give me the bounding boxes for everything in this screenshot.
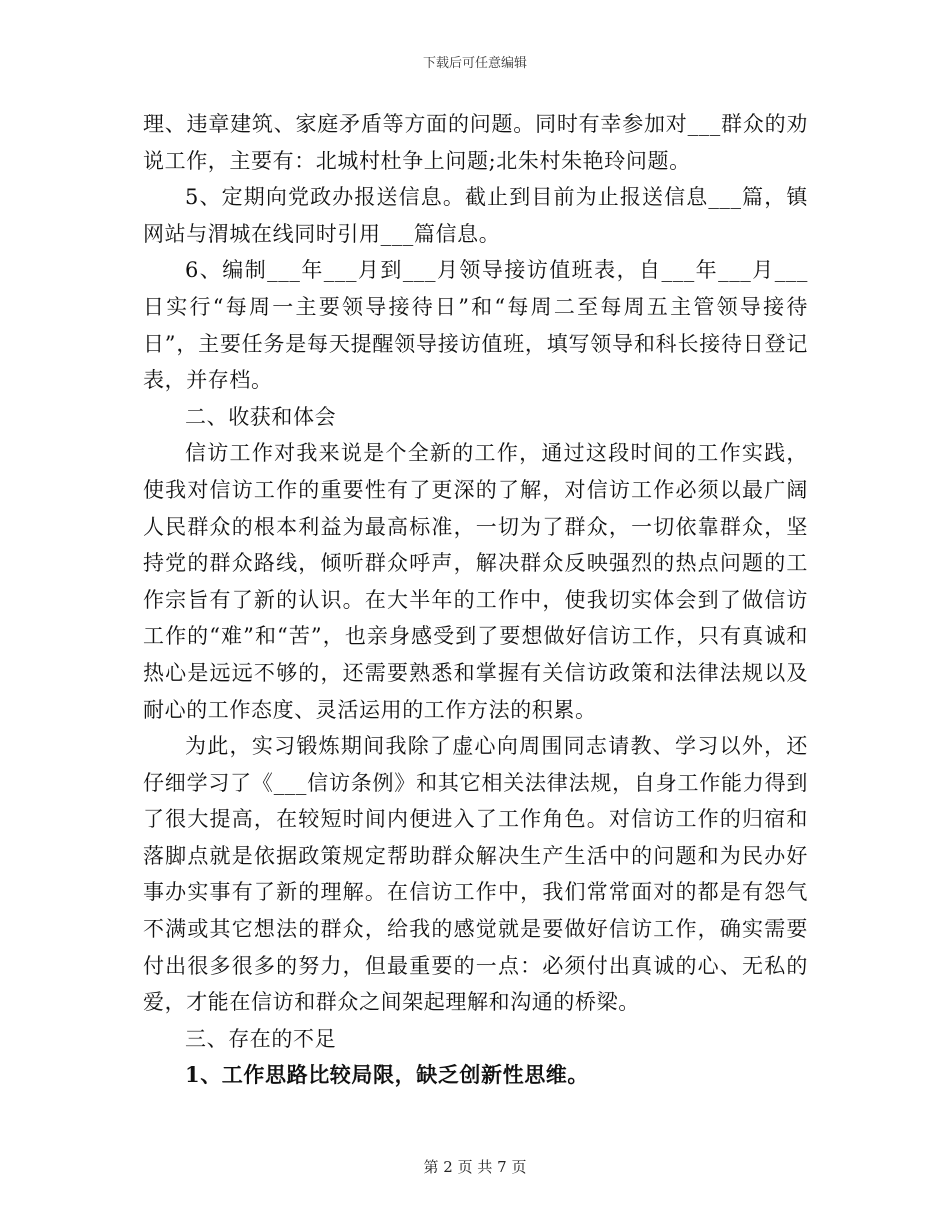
section-heading-gains: 二、收获和体会 xyxy=(185,404,337,429)
section-heading-shortcomings: 三、存在的不足 xyxy=(185,1026,337,1051)
document-body xyxy=(143,106,808,1094)
paragraph-gains-2: 为此，实习锻炼期间我除了虚心向周围同志请教、学习以外，还仔细学习了《___信访条例》和其它相关法律法规，自身工作能力得到了很大提高，在较短时间内便进入了工作角色。对信访工作的归宿和落脚点就是依据政策规定帮助群众解决生产生活中的问题和为民办好事办实事有了新的理解。在信访工作中，我们常常面对的都是有怨气不满或其它想法的群众，给我的感觉就是要做好信访工作，确实需要付出很多很多的努力，但最重要的一点：必须付出真诚的心、无私的爱，才能在信访和群众之间架起理解和沟通的桥梁。 xyxy=(143,734,808,1015)
paragraph-item-5: 5、定期向党政办报送信息。截止到目前为止报送信息___篇，镇网站与渭城在线同时引用___篇信息。 xyxy=(143,185,808,246)
page-header: 下载后可任意编辑 xyxy=(422,56,527,71)
paragraph-gains-1: 信访工作对我来说是个全新的工作，通过这段时间的工作实践，使我对信访工作的重要性有了更深的了解，对信访工作必须以最广阔人民群众的根本利益为最高标准，一切为了群众，一切依靠群众，坚持党的群众路线，倾听群众呼声，解决群众反映强烈的热点问题的工作宗旨有了新的认识。在大半年的工作中，使我切实体会到了做信访工作的“难”和“苦”，也亲身感受到了要想做好信访工作，只有真诚和热心是远远不够的，还需要熟悉和掌握有关信访政策和法律法规以及耐心的工作态度、灵活运用的工作方法的积累。 xyxy=(143,441,808,722)
subheading-shortcoming-1: 1、工作思路比较局限，缺乏创新性思维。 xyxy=(185,1062,590,1088)
paragraph-continuation: 理、违章建筑、家庭矛盾等方面的问题。同时有幸参加对___群众的劝说工作，主要有：北城村杜争上问题;北朱村朱艳玲问题。 xyxy=(143,112,808,173)
page-footer: 第 2 页 共 7 页 xyxy=(423,1158,527,1176)
paragraph-item-6: 6、编制___年___月到___月领导接访值班表，自___年___月___日实行“每周一主要领导接待日”和“每周二至每周五主管领导接待日”，主要任务是每天提醒领导接访值班，填写领导和科长接待日登记表，并存档。 xyxy=(143,258,808,393)
